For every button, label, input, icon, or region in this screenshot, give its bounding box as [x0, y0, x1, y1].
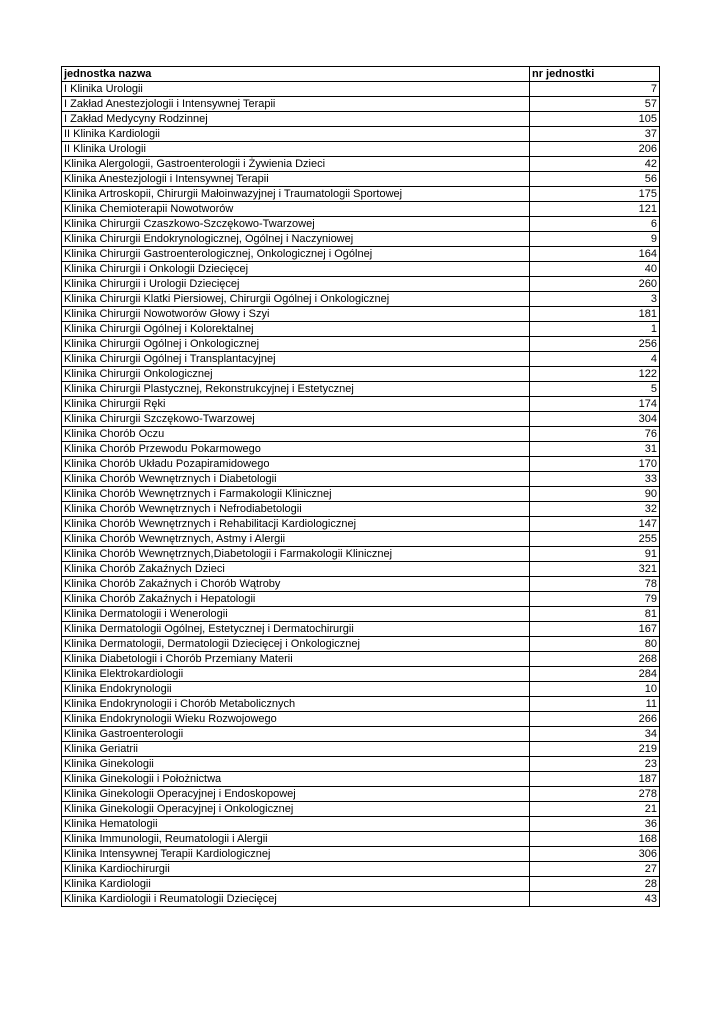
unit-name-cell: Klinika Chirurgii Nowotworów Głowy i Szyi: [62, 307, 530, 322]
unit-number-cell: 206: [530, 142, 660, 157]
unit-number-cell: 40: [530, 262, 660, 277]
unit-name-cell: Klinika Elektrokardiologii: [62, 667, 530, 682]
unit-number-cell: 168: [530, 832, 660, 847]
unit-number-cell: 27: [530, 862, 660, 877]
table-row: [62, 202, 660, 217]
table-row: [62, 337, 660, 352]
header-unit-number: nr jednostki: [530, 67, 660, 82]
table-row: [62, 397, 660, 412]
table-row: [62, 682, 660, 697]
unit-number-cell: 147: [530, 517, 660, 532]
unit-name-cell: Klinika Geriatrii: [62, 742, 530, 757]
unit-number-cell: 6: [530, 217, 660, 232]
unit-number-cell: 219: [530, 742, 660, 757]
header-unit-name: jednostka nazwa: [62, 67, 530, 82]
table-row: [62, 727, 660, 742]
table-row: [62, 292, 660, 307]
table-row: [62, 382, 660, 397]
table-row: [62, 187, 660, 202]
unit-name-cell: Klinika Chorób Wewnętrznych i Farmakologii Klinicznej: [62, 487, 530, 502]
table-row: [62, 757, 660, 772]
unit-number-cell: 260: [530, 277, 660, 292]
unit-name-cell: Klinika Chorób Oczu: [62, 427, 530, 442]
unit-number-cell: 32: [530, 502, 660, 517]
unit-number-cell: 284: [530, 667, 660, 682]
unit-name-cell: Klinika Diabetologii i Chorób Przemiany Materii: [62, 652, 530, 667]
unit-name-cell: Klinika Chirurgii Plastycznej, Rekonstrukcyjnej i Estetycznej: [62, 382, 530, 397]
unit-number-cell: 4: [530, 352, 660, 367]
unit-name-cell: Klinika Endokrynologii: [62, 682, 530, 697]
unit-number-cell: 91: [530, 547, 660, 562]
unit-number-cell: 56: [530, 172, 660, 187]
unit-number-cell: 81: [530, 607, 660, 622]
unit-name-cell: Klinika Dermatologii Ogólnej, Estetycznej i Dermatochirurgii: [62, 622, 530, 637]
table-row: [62, 352, 660, 367]
unit-number-cell: 122: [530, 367, 660, 382]
unit-name-cell: Klinika Chorób Przewodu Pokarmowego: [62, 442, 530, 457]
unit-name-cell: Klinika Kardiologii i Reumatologii Dziecięcej: [62, 892, 530, 907]
unit-number-cell: 181: [530, 307, 660, 322]
unit-number-cell: 187: [530, 772, 660, 787]
table-header-row: [62, 67, 660, 82]
table-row: [62, 232, 660, 247]
unit-name-cell: Klinika Chorób Wewnętrznych i Nefrodiabetologii: [62, 502, 530, 517]
table-row: [62, 277, 660, 292]
table-row: [62, 472, 660, 487]
unit-name-cell: Klinika Ginekologii Operacyjnej i Endoskopowej: [62, 787, 530, 802]
unit-name-cell: Klinika Ginekologii i Położnictwa: [62, 772, 530, 787]
unit-number-cell: 43: [530, 892, 660, 907]
table-row: [62, 832, 660, 847]
unit-number-cell: 37: [530, 127, 660, 142]
unit-number-cell: 121: [530, 202, 660, 217]
unit-number-cell: 28: [530, 877, 660, 892]
unit-name-cell: I Zakład Medycyny Rodzinnej: [62, 112, 530, 127]
table-row: [62, 862, 660, 877]
table-row: [62, 127, 660, 142]
unit-name-cell: Klinika Immunologii, Reumatologii i Alergii: [62, 832, 530, 847]
unit-name-cell: Klinika Chorób Wewnętrznych, Astmy i Alergii: [62, 532, 530, 547]
unit-number-cell: 256: [530, 337, 660, 352]
table-row: [62, 442, 660, 457]
table-row: [62, 712, 660, 727]
unit-number-cell: 7: [530, 82, 660, 97]
unit-number-cell: 36: [530, 817, 660, 832]
table-row: [62, 412, 660, 427]
unit-name-cell: Klinika Chirurgii Szczękowo-Twarzowej: [62, 412, 530, 427]
table-row: [62, 82, 660, 97]
unit-name-cell: Klinika Chemioterapii Nowotworów: [62, 202, 530, 217]
unit-name-cell: Klinika Chorób Zakaźnych i Chorób Wątroby: [62, 577, 530, 592]
table-row: [62, 877, 660, 892]
unit-number-cell: 255: [530, 532, 660, 547]
unit-name-cell: Klinika Ginekologii: [62, 757, 530, 772]
table-row: [62, 157, 660, 172]
table-row: [62, 652, 660, 667]
unit-name-cell: Klinika Chorób Wewnętrznych i Diabetologii: [62, 472, 530, 487]
table-row: [62, 562, 660, 577]
unit-name-cell: Klinika Chirurgii i Urologii Dziecięcej: [62, 277, 530, 292]
unit-number-cell: 9: [530, 232, 660, 247]
unit-name-cell: Klinika Chirurgii Gastroenterologicznej, Onkologicznej i Ogólnej: [62, 247, 530, 262]
table-row: [62, 787, 660, 802]
table-row: [62, 97, 660, 112]
unit-name-cell: Klinika Chorób Układu Pozapiramidowego: [62, 457, 530, 472]
table-row: [62, 622, 660, 637]
unit-name-cell: Klinika Endokrynologii i Chorób Metabolicznych: [62, 697, 530, 712]
table-row: [62, 667, 660, 682]
table-row: [62, 367, 660, 382]
table-row: [62, 607, 660, 622]
unit-name-cell: Klinika Chirurgii i Onkologii Dziecięcej: [62, 262, 530, 277]
unit-name-cell: Klinika Dermatologii, Dermatologii Dziecięcej i Onkologicznej: [62, 637, 530, 652]
unit-name-cell: I Zakład Anestezjologii i Intensywnej Terapii: [62, 97, 530, 112]
table-row: [62, 847, 660, 862]
unit-number-cell: 80: [530, 637, 660, 652]
unit-number-cell: 321: [530, 562, 660, 577]
unit-name-cell: Klinika Chorób Zakaźnych i Hepatologii: [62, 592, 530, 607]
unit-name-cell: Klinika Chirurgii Ogólnej i Transplantacyjnej: [62, 352, 530, 367]
unit-number-cell: 10: [530, 682, 660, 697]
unit-number-cell: 79: [530, 592, 660, 607]
table-row: [62, 142, 660, 157]
unit-name-cell: Klinika Chirurgii Onkologicznej: [62, 367, 530, 382]
unit-name-cell: Klinika Chirurgii Ręki: [62, 397, 530, 412]
unit-number-cell: 170: [530, 457, 660, 472]
unit-number-cell: 175: [530, 187, 660, 202]
unit-name-cell: Klinika Kardiochirurgii: [62, 862, 530, 877]
table-row: [62, 532, 660, 547]
unit-number-cell: 278: [530, 787, 660, 802]
table-row: [62, 697, 660, 712]
unit-number-cell: 90: [530, 487, 660, 502]
table-row: [62, 502, 660, 517]
unit-name-cell: Klinika Gastroenterologii: [62, 727, 530, 742]
unit-number-cell: 34: [530, 727, 660, 742]
unit-number-cell: 78: [530, 577, 660, 592]
unit-number-cell: 306: [530, 847, 660, 862]
table-row: [62, 247, 660, 262]
unit-number-cell: 105: [530, 112, 660, 127]
table-row: [62, 322, 660, 337]
unit-number-cell: 21: [530, 802, 660, 817]
unit-number-cell: 268: [530, 652, 660, 667]
unit-number-cell: 76: [530, 427, 660, 442]
unit-name-cell: Klinika Endokrynologii Wieku Rozwojowego: [62, 712, 530, 727]
unit-name-cell: Klinika Chirurgii Endokrynologicznej, Ogólnej i Naczyniowej: [62, 232, 530, 247]
table-row: [62, 427, 660, 442]
unit-name-cell: Klinika Hematologii: [62, 817, 530, 832]
table-row: [62, 547, 660, 562]
unit-name-cell: II Klinika Kardiologii: [62, 127, 530, 142]
unit-number-cell: 11: [530, 697, 660, 712]
unit-name-cell: Klinika Chorób Wewnętrznych i Rehabilitacji Kardiologicznej: [62, 517, 530, 532]
table-row: [62, 217, 660, 232]
unit-name-cell: Klinika Chorób Zakaźnych Dzieci: [62, 562, 530, 577]
table-row: [62, 592, 660, 607]
table-row: [62, 307, 660, 322]
unit-number-cell: 31: [530, 442, 660, 457]
unit-number-cell: 164: [530, 247, 660, 262]
unit-name-cell: Klinika Ginekologii Operacyjnej i Onkologicznej: [62, 802, 530, 817]
unit-name-cell: Klinika Intensywnej Terapii Kardiologicznej: [62, 847, 530, 862]
table-row: [62, 112, 660, 127]
unit-name-cell: Klinika Alergologii, Gastroenterologii i Żywienia Dzieci: [62, 157, 530, 172]
table-row: [62, 517, 660, 532]
unit-name-cell: Klinika Chorób Wewnętrznych,Diabetologii i Farmakologii Klinicznej: [62, 547, 530, 562]
unit-name-cell: Klinika Chirurgii Klatki Piersiowej, Chirurgii Ogólnej i Onkologicznej: [62, 292, 530, 307]
unit-number-cell: 266: [530, 712, 660, 727]
unit-name-cell: I Klinika Urologii: [62, 82, 530, 97]
unit-name-cell: Klinika Chirurgii Czaszkowo-Szczękowo-Twarzowej: [62, 217, 530, 232]
unit-name-cell: Klinika Dermatologii i Wenerologii: [62, 607, 530, 622]
unit-number-cell: 3: [530, 292, 660, 307]
unit-number-cell: 174: [530, 397, 660, 412]
unit-name-cell: Klinika Chirurgii Ogólnej i Onkologicznej: [62, 337, 530, 352]
table-row: [62, 892, 660, 907]
unit-number-cell: 5: [530, 382, 660, 397]
table-row: [62, 577, 660, 592]
table-row: [62, 772, 660, 787]
unit-name-cell: Klinika Anestezjologii i Intensywnej Terapii: [62, 172, 530, 187]
units-table: [61, 66, 660, 907]
table-row: [62, 817, 660, 832]
table-row: [62, 802, 660, 817]
unit-number-cell: 42: [530, 157, 660, 172]
table-row: [62, 487, 660, 502]
unit-name-cell: II Klinika Urologii: [62, 142, 530, 157]
unit-name-cell: Klinika Chirurgii Ogólnej i Kolorektalnej: [62, 322, 530, 337]
unit-number-cell: 167: [530, 622, 660, 637]
unit-name-cell: Klinika Artroskopii, Chirurgii Małoinwazyjnej i Traumatologii Sportowej: [62, 187, 530, 202]
unit-number-cell: 33: [530, 472, 660, 487]
table-row: [62, 742, 660, 757]
table-row: [62, 172, 660, 187]
table-row: [62, 262, 660, 277]
unit-number-cell: 57: [530, 97, 660, 112]
units-table-body: [62, 67, 660, 907]
unit-number-cell: 1: [530, 322, 660, 337]
table-row: [62, 457, 660, 472]
unit-name-cell: Klinika Kardiologii: [62, 877, 530, 892]
table-row: [62, 637, 660, 652]
unit-number-cell: 23: [530, 757, 660, 772]
unit-number-cell: 304: [530, 412, 660, 427]
